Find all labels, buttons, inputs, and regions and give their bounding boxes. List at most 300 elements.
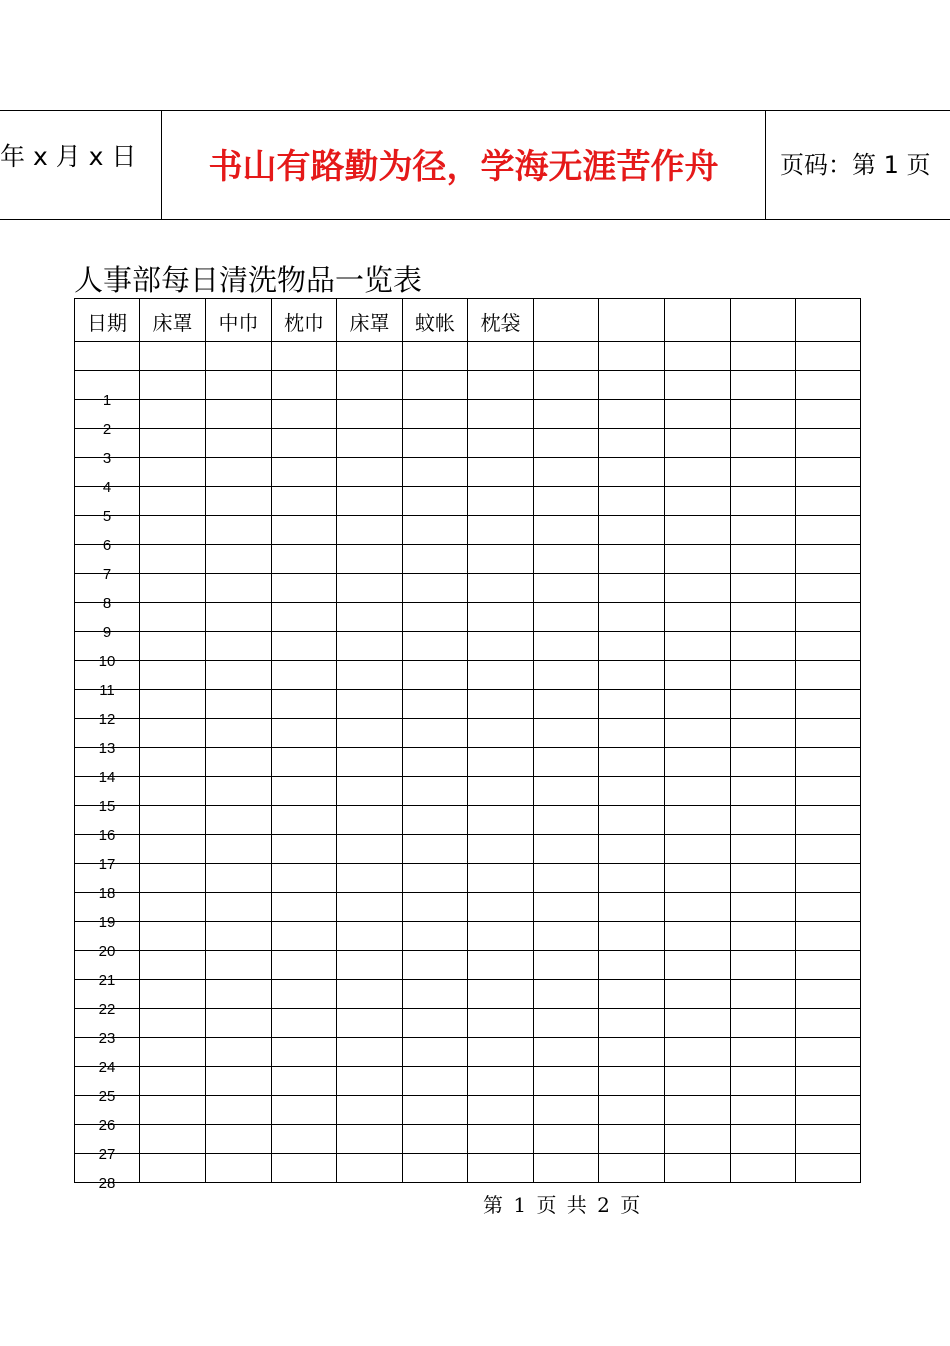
date-cell-clip xyxy=(75,516,139,554)
table-cell xyxy=(665,893,731,922)
table-cell xyxy=(337,719,403,748)
table-cell xyxy=(140,632,206,661)
table-cell xyxy=(599,806,665,835)
table-cell xyxy=(534,516,599,545)
table-cell xyxy=(599,864,665,893)
table-row xyxy=(75,574,861,603)
table-cell xyxy=(534,574,599,603)
date-cell-clip xyxy=(75,806,139,844)
table-cell xyxy=(599,922,665,951)
date-cell-clip xyxy=(75,1067,139,1105)
date-cell xyxy=(75,922,140,960)
table-cell xyxy=(403,893,468,922)
table-cell xyxy=(665,719,731,748)
day-number: 15 xyxy=(98,798,116,815)
table-cell xyxy=(140,835,206,864)
table-cell xyxy=(272,951,337,980)
table-cell xyxy=(272,487,337,516)
table-cell xyxy=(272,371,337,400)
table-cell xyxy=(403,429,468,458)
table-cell xyxy=(403,487,468,516)
column-header-label xyxy=(731,299,795,311)
table-row xyxy=(75,487,861,516)
table-cell xyxy=(337,487,403,516)
table-row xyxy=(75,371,861,400)
table-cell xyxy=(731,951,796,980)
table-cell xyxy=(206,835,272,864)
table-cell xyxy=(796,574,861,603)
date-cell xyxy=(75,603,140,641)
table-cell xyxy=(140,777,206,806)
table-header-cell xyxy=(468,299,534,342)
table-row xyxy=(75,835,861,864)
day-number: 21 xyxy=(98,972,116,989)
table-cell xyxy=(272,632,337,661)
table-cell xyxy=(206,661,272,690)
day-number: 20 xyxy=(98,943,116,960)
table-cell xyxy=(403,400,468,429)
table-cell xyxy=(206,429,272,458)
laundry-table xyxy=(74,298,861,1192)
table-cell xyxy=(272,1067,337,1096)
table-cell xyxy=(731,1038,796,1067)
table-cell xyxy=(140,1067,206,1096)
table-cell xyxy=(731,429,796,458)
date-cell xyxy=(75,661,140,699)
table-cell xyxy=(599,690,665,719)
column-header-label: 日期 xyxy=(87,311,127,335)
table-cell xyxy=(599,1038,665,1067)
table-cell xyxy=(272,574,337,603)
table-cell xyxy=(468,487,534,516)
date-cell xyxy=(75,1038,140,1076)
table-row xyxy=(75,545,861,574)
table-cell xyxy=(468,1009,534,1038)
table-cell xyxy=(796,806,861,835)
day-number: 11 xyxy=(99,682,115,699)
table-cell xyxy=(665,1125,731,1154)
day-number: 5 xyxy=(102,508,112,525)
date-cell xyxy=(75,1125,140,1163)
table-cell xyxy=(534,980,599,1009)
table-cell xyxy=(403,661,468,690)
date-cell-clip xyxy=(75,1125,139,1163)
table-cell xyxy=(140,574,206,603)
table-row xyxy=(75,603,861,632)
table-cell xyxy=(337,545,403,574)
table-cell xyxy=(206,1154,272,1183)
date-cell xyxy=(75,1067,140,1105)
date-cell-clip xyxy=(75,951,139,989)
date-cell-clip xyxy=(75,1096,139,1134)
table-header-row xyxy=(75,299,861,342)
date-cell-clip xyxy=(75,429,139,467)
table-cell xyxy=(599,545,665,574)
table-cell xyxy=(337,371,403,400)
table-cell xyxy=(534,661,599,690)
table-header-cell xyxy=(75,299,140,342)
table-cell xyxy=(665,1009,731,1038)
date-cell-clip xyxy=(75,1038,139,1076)
table-cell xyxy=(140,429,206,458)
table-cell xyxy=(140,864,206,893)
table-cell xyxy=(665,632,731,661)
date-cell-clip xyxy=(75,661,139,699)
table-cell xyxy=(599,748,665,777)
table-cell xyxy=(337,400,403,429)
table-cell xyxy=(403,1125,468,1154)
table-cell xyxy=(468,1038,534,1067)
table-header-cell xyxy=(599,299,665,342)
table-cell xyxy=(468,690,534,719)
table-cell xyxy=(665,574,731,603)
header-bottom-rule xyxy=(0,219,950,220)
day-number: 28 xyxy=(98,1175,116,1192)
date-cell xyxy=(75,371,140,409)
table-cell xyxy=(665,458,731,487)
date-cell xyxy=(75,719,140,757)
table-cell xyxy=(796,1038,861,1067)
table-cell xyxy=(796,893,861,922)
day-number: 12 xyxy=(98,711,116,728)
table-cell xyxy=(731,1009,796,1038)
table-cell xyxy=(534,690,599,719)
table-cell xyxy=(599,458,665,487)
table-cell xyxy=(272,1009,337,1038)
table-cell xyxy=(796,835,861,864)
table-cell xyxy=(337,458,403,487)
table-cell xyxy=(468,342,534,371)
table-cell xyxy=(272,864,337,893)
table-cell xyxy=(272,922,337,951)
table-row xyxy=(75,1125,861,1154)
table-cell xyxy=(665,429,731,458)
table-cell xyxy=(140,1009,206,1038)
table-row xyxy=(75,1067,861,1096)
table-cell xyxy=(272,342,337,371)
table-cell xyxy=(731,1067,796,1096)
table-cell xyxy=(468,806,534,835)
table-cell xyxy=(665,980,731,1009)
day-number: 4 xyxy=(102,479,112,496)
table-cell xyxy=(731,516,796,545)
table-row xyxy=(75,1096,861,1125)
table-row xyxy=(75,690,861,719)
table-cell xyxy=(731,922,796,951)
table-cell xyxy=(731,342,796,371)
table-cell xyxy=(796,371,861,400)
table-cell xyxy=(272,603,337,632)
table-cell xyxy=(337,1154,403,1183)
table-cell xyxy=(337,1125,403,1154)
table-cell xyxy=(665,690,731,719)
column-header-label xyxy=(796,299,860,311)
table-row xyxy=(75,922,861,951)
table-cell xyxy=(796,719,861,748)
table-cell xyxy=(665,661,731,690)
table-cell xyxy=(337,835,403,864)
table-cell xyxy=(337,516,403,545)
table-cell xyxy=(206,400,272,429)
day-number: 22 xyxy=(98,1001,116,1018)
table-cell xyxy=(599,603,665,632)
table-row xyxy=(75,980,861,1009)
table-cell xyxy=(731,719,796,748)
table-cell xyxy=(468,835,534,864)
table-cell xyxy=(140,1154,206,1183)
table-cell xyxy=(665,806,731,835)
table-cell xyxy=(468,661,534,690)
table-row xyxy=(75,632,861,661)
table-row xyxy=(75,951,861,980)
day-number: 10 xyxy=(98,653,116,670)
table-cell xyxy=(665,400,731,429)
date-cell xyxy=(75,632,140,670)
table-cell xyxy=(534,545,599,574)
date-cell-clip xyxy=(75,980,139,1018)
table-cell xyxy=(534,864,599,893)
day-number: 3 xyxy=(102,450,112,467)
table-cell xyxy=(206,1009,272,1038)
header-divider-right xyxy=(765,110,766,220)
table-cell xyxy=(731,690,796,719)
table-cell xyxy=(272,1096,337,1125)
table-cell xyxy=(272,545,337,574)
table-cell xyxy=(796,1067,861,1096)
header-date: 年 x 月 x 日 xyxy=(0,142,137,171)
table-cell xyxy=(468,719,534,748)
table-cell xyxy=(796,458,861,487)
table-row xyxy=(75,893,861,922)
table-cell xyxy=(403,1154,468,1183)
column-header-label: 中巾 xyxy=(218,311,259,335)
table-cell xyxy=(272,458,337,487)
table-cell xyxy=(272,429,337,458)
table-cell xyxy=(337,777,403,806)
table-cell xyxy=(403,806,468,835)
table-cell xyxy=(731,400,796,429)
table-cell xyxy=(140,1038,206,1067)
table-cell xyxy=(403,1038,468,1067)
table-cell xyxy=(337,864,403,893)
table-cell xyxy=(337,1067,403,1096)
table-cell xyxy=(140,980,206,1009)
table-cell xyxy=(731,980,796,1009)
date-cell xyxy=(75,690,140,728)
table-cell xyxy=(337,893,403,922)
table-cell xyxy=(731,458,796,487)
table-header-cell xyxy=(272,299,337,342)
table-cell xyxy=(599,661,665,690)
table-cell xyxy=(206,371,272,400)
table-cell xyxy=(599,835,665,864)
table-cell xyxy=(206,719,272,748)
table-cell xyxy=(403,516,468,545)
table-cell xyxy=(468,545,534,574)
date-cell xyxy=(75,864,140,902)
table-cell xyxy=(337,951,403,980)
table-cell xyxy=(796,1125,861,1154)
table-cell xyxy=(403,1009,468,1038)
table-row xyxy=(75,806,861,835)
table-row xyxy=(75,400,861,429)
table-cell xyxy=(468,574,534,603)
table-cell xyxy=(140,400,206,429)
table-cell xyxy=(272,748,337,777)
column-header-label: 床罩 xyxy=(152,311,193,335)
table-cell xyxy=(599,1096,665,1125)
table-cell xyxy=(534,603,599,632)
table-cell xyxy=(534,1125,599,1154)
table-cell xyxy=(665,487,731,516)
page-footer: 第 1 页 共 2 页 xyxy=(483,1193,643,1217)
table-cell xyxy=(272,516,337,545)
table-cell xyxy=(468,748,534,777)
table-cell xyxy=(468,400,534,429)
table-cell xyxy=(272,1038,337,1067)
table-cell xyxy=(731,371,796,400)
table-cell xyxy=(403,835,468,864)
table-cell xyxy=(468,980,534,1009)
day-number: 23 xyxy=(98,1030,116,1047)
table-row xyxy=(75,719,861,748)
table-cell xyxy=(534,371,599,400)
date-cell xyxy=(75,748,140,786)
table-cell xyxy=(403,922,468,951)
table-cell xyxy=(206,864,272,893)
table-cell xyxy=(403,1067,468,1096)
table-cell xyxy=(337,1096,403,1125)
table-cell xyxy=(206,1096,272,1125)
table-cell xyxy=(796,661,861,690)
table-cell xyxy=(796,487,861,516)
table-row xyxy=(75,516,861,545)
table-cell xyxy=(403,458,468,487)
table-cell xyxy=(665,545,731,574)
table-cell xyxy=(272,893,337,922)
table-cell xyxy=(796,342,861,371)
table-cell xyxy=(272,777,337,806)
table-cell xyxy=(796,429,861,458)
date-cell-clip xyxy=(75,748,139,786)
table-cell xyxy=(403,1096,468,1125)
day-number: 2 xyxy=(102,421,112,438)
date-cell xyxy=(75,893,140,931)
day-number: 7 xyxy=(102,566,112,583)
column-header-label xyxy=(665,299,730,311)
table-row xyxy=(75,429,861,458)
table-cell xyxy=(468,893,534,922)
table-cell xyxy=(140,893,206,922)
table-cell xyxy=(665,603,731,632)
table-cell xyxy=(534,1067,599,1096)
date-cell xyxy=(75,574,140,612)
table-cell xyxy=(206,487,272,516)
table-cell xyxy=(403,603,468,632)
table-cell xyxy=(665,1038,731,1067)
date-cell-clip xyxy=(75,835,139,873)
table-cell xyxy=(206,632,272,661)
table-cell xyxy=(796,400,861,429)
column-header-label: 床罩 xyxy=(349,311,390,335)
table-cell xyxy=(731,806,796,835)
table-cell xyxy=(731,632,796,661)
table-cell xyxy=(337,429,403,458)
table-cell xyxy=(599,951,665,980)
header-motto: 书山有路勤为径，学海无涯苦作舟 xyxy=(208,147,719,187)
table-cell xyxy=(403,632,468,661)
day-number: 8 xyxy=(102,595,112,612)
table-cell xyxy=(468,1067,534,1096)
table-cell xyxy=(468,1125,534,1154)
date-cell-clip xyxy=(75,487,139,525)
table-header-cell xyxy=(665,299,731,342)
date-cell xyxy=(75,458,140,496)
table-cell xyxy=(403,574,468,603)
table-cell xyxy=(599,1154,665,1183)
table-cell xyxy=(599,893,665,922)
table-cell xyxy=(731,835,796,864)
table-cell xyxy=(206,777,272,806)
table-cell xyxy=(140,516,206,545)
table-cell xyxy=(731,777,796,806)
table-cell xyxy=(403,545,468,574)
table-cell xyxy=(75,342,140,371)
table-cell xyxy=(403,980,468,1009)
table-header-cell xyxy=(206,299,272,342)
date-cell-clip xyxy=(75,545,139,583)
column-header-label: 枕袋 xyxy=(480,311,521,335)
table-row xyxy=(75,458,861,487)
table-cell xyxy=(599,1067,665,1096)
table-cell xyxy=(534,342,599,371)
date-cell-clip xyxy=(75,690,139,728)
date-cell xyxy=(75,1009,140,1047)
table-cell xyxy=(140,748,206,777)
table-cell xyxy=(731,487,796,516)
day-number: 1 xyxy=(102,392,112,409)
table-cell xyxy=(796,777,861,806)
table-cell xyxy=(796,1096,861,1125)
table-cell xyxy=(534,922,599,951)
table-cell xyxy=(140,342,206,371)
table-cell xyxy=(599,429,665,458)
table-cell xyxy=(403,371,468,400)
day-number: 27 xyxy=(98,1146,116,1163)
table-cell xyxy=(337,748,403,777)
day-number: 19 xyxy=(98,914,116,931)
table-cell xyxy=(534,487,599,516)
table-header-cell xyxy=(731,299,796,342)
table-cell xyxy=(206,806,272,835)
table-row xyxy=(75,864,861,893)
table-blank-row xyxy=(75,342,861,371)
table-header-cell xyxy=(796,299,861,342)
date-cell-clip xyxy=(75,922,139,960)
day-number: 16 xyxy=(98,827,116,844)
table-cell xyxy=(534,400,599,429)
table-cell xyxy=(272,806,337,835)
table-cell xyxy=(665,864,731,893)
table-cell xyxy=(665,1096,731,1125)
table-cell xyxy=(599,980,665,1009)
table-cell xyxy=(206,893,272,922)
table-cell xyxy=(468,371,534,400)
table-cell xyxy=(534,806,599,835)
table-cell xyxy=(665,516,731,545)
table-cell xyxy=(337,980,403,1009)
date-cell-clip xyxy=(75,864,139,902)
